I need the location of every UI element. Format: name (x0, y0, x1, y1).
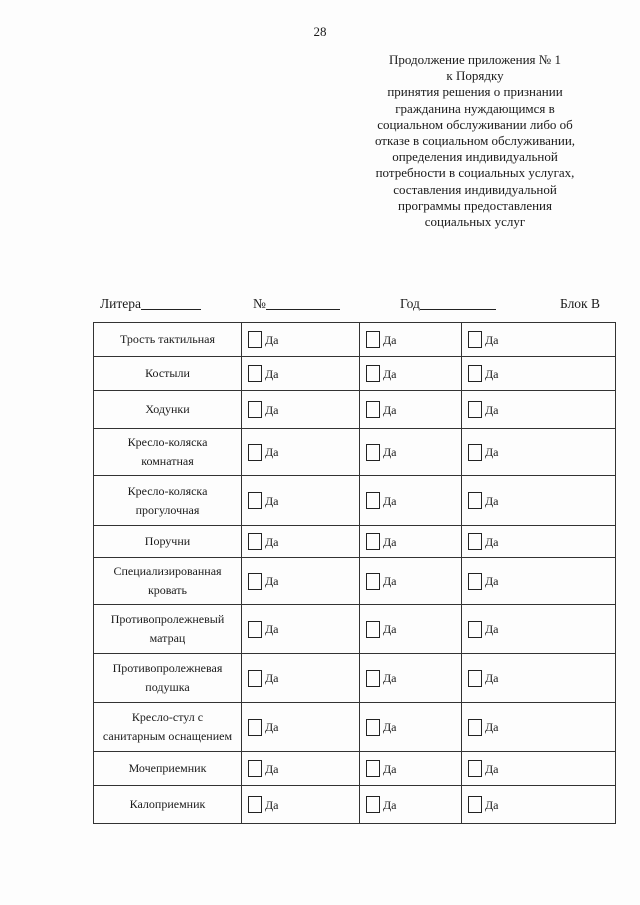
checkbox[interactable] (366, 444, 380, 461)
row-label-line: Костыли (145, 366, 190, 380)
option-cell (360, 654, 462, 703)
option-label: Да (265, 493, 279, 508)
table-row (94, 323, 616, 357)
table-row (94, 429, 616, 476)
option-cell (360, 323, 462, 357)
option-cell (242, 752, 360, 786)
checkbox[interactable] (468, 533, 482, 550)
appendix-reference (345, 52, 605, 230)
checkbox[interactable] (248, 621, 262, 638)
option-cell (360, 526, 462, 558)
option-label: Да (265, 402, 279, 417)
year-fill-line[interactable] (420, 296, 496, 310)
appendix-line: принятия решения о признании (387, 84, 563, 100)
row-label (94, 391, 242, 429)
row-label-line: Специализированная (113, 564, 222, 578)
option-label: Да (265, 573, 279, 588)
option-label: Да (383, 797, 397, 812)
number-fill-line[interactable] (266, 296, 340, 310)
row-label (94, 323, 242, 357)
appendix-line: отказе в социальном обслуживании, (374, 133, 576, 149)
option-cell (360, 703, 462, 752)
option-label: Да (485, 493, 499, 508)
option-label: Да (383, 444, 397, 459)
option-label: Да (265, 621, 279, 636)
option-label: Да (383, 719, 397, 734)
number-label: № (253, 296, 266, 311)
checkbox[interactable] (468, 365, 482, 382)
option-cell (462, 654, 616, 703)
option-label: Да (485, 761, 499, 776)
row-label (94, 476, 242, 526)
option-label: Да (383, 761, 397, 776)
checkbox[interactable] (248, 444, 262, 461)
row-label (94, 357, 242, 391)
option-cell (462, 605, 616, 654)
option-cell (360, 786, 462, 824)
row-label-line: Поручни (144, 534, 191, 548)
option-label: Да (265, 761, 279, 776)
row-label-line: Кресло-коляска (127, 483, 208, 498)
block-label: Блок В (560, 296, 600, 311)
option-cell (242, 357, 360, 391)
checkbox[interactable] (366, 492, 380, 509)
row-label (94, 526, 242, 558)
number-field (253, 296, 266, 312)
checkbox[interactable] (468, 401, 482, 418)
option-cell (242, 526, 360, 558)
checkbox[interactable] (366, 573, 380, 590)
table-row (94, 703, 616, 752)
row-label-line: Кресло-стул с (131, 710, 204, 724)
option-cell (360, 391, 462, 429)
option-cell (462, 703, 616, 752)
appendix-line: гражданина нуждающимся в (395, 100, 555, 116)
option-label: Да (383, 670, 397, 685)
option-label: Да (485, 573, 499, 588)
option-cell (462, 391, 616, 429)
appendix-line: определения индивидуальной (392, 149, 558, 165)
option-cell (462, 429, 616, 476)
appendix-line: социальных услуг (424, 214, 526, 230)
table-row (94, 391, 616, 429)
row-label (94, 558, 242, 605)
option-cell (462, 752, 616, 786)
option-label: Да (383, 573, 397, 588)
option-label: Да (485, 670, 499, 685)
option-label: Да (383, 366, 397, 381)
checkbox[interactable] (468, 573, 482, 590)
checkbox[interactable] (468, 719, 482, 736)
checkbox[interactable] (248, 670, 262, 687)
appendix-line: потребности в социальных услугах, (375, 165, 575, 181)
option-cell (242, 654, 360, 703)
appendix-line: к Порядку (446, 68, 504, 84)
row-label-line: Мочеприемник (128, 761, 207, 775)
litera-field (100, 296, 141, 312)
checkbox[interactable] (366, 760, 380, 777)
option-cell (462, 558, 616, 605)
option-label: Да (383, 493, 397, 508)
row-label (94, 605, 242, 654)
option-cell (360, 605, 462, 654)
table-row (94, 357, 616, 391)
litera-label: Литера (100, 296, 142, 311)
row-label-line: комнатная (141, 454, 194, 468)
row-label (94, 703, 242, 752)
option-label: Да (485, 719, 499, 734)
option-cell (242, 323, 360, 357)
row-label-line: подушка (145, 680, 190, 694)
option-cell (360, 752, 462, 786)
checkbox[interactable] (366, 533, 380, 550)
row-label-line: Калоприемник (129, 797, 206, 811)
checkbox[interactable] (248, 573, 262, 590)
option-cell (242, 786, 360, 824)
row-label (94, 786, 242, 824)
checkbox[interactable] (468, 444, 482, 461)
row-label-line: санитарным оснащением (102, 729, 233, 743)
option-label: Да (265, 719, 279, 734)
row-label (94, 752, 242, 786)
option-label: Да (485, 534, 499, 549)
option-cell (360, 476, 462, 526)
checkbox[interactable] (366, 670, 380, 687)
row-label-line: Ходунки (145, 402, 190, 416)
option-label: Да (485, 332, 499, 347)
option-cell (462, 476, 616, 526)
page-number: 28 (313, 24, 327, 39)
option-cell (242, 391, 360, 429)
option-label: Да (265, 670, 279, 685)
option-cell (242, 605, 360, 654)
checkbox[interactable] (468, 492, 482, 509)
option-label: Да (265, 797, 279, 812)
row-label-line: Противопролежневый (110, 612, 225, 626)
row-label-line: Кресло-коляска (127, 435, 208, 449)
checkbox[interactable] (366, 621, 380, 638)
table-row (94, 476, 616, 526)
table-row (94, 558, 616, 605)
option-label: Да (265, 366, 279, 381)
checkbox[interactable] (366, 796, 380, 813)
checkbox[interactable] (248, 401, 262, 418)
table-row (94, 752, 616, 786)
option-cell (462, 786, 616, 824)
checkbox[interactable] (248, 796, 262, 813)
option-cell (360, 429, 462, 476)
appendix-line: Продолжение приложения № 1 (389, 52, 561, 67)
option-cell (242, 429, 360, 476)
option-label: Да (383, 402, 397, 417)
option-cell (242, 476, 360, 526)
option-label: Да (383, 621, 397, 636)
checkbox[interactable] (366, 365, 380, 382)
checkbox[interactable] (248, 533, 262, 550)
checkbox[interactable] (366, 331, 380, 348)
table-row (94, 786, 616, 824)
option-cell (360, 357, 462, 391)
table-row (94, 526, 616, 558)
row-label-line: Противопролежневая (112, 661, 223, 675)
checkbox[interactable] (468, 331, 482, 348)
option-label: Да (383, 332, 397, 347)
row-label-line: кровать (147, 583, 188, 597)
option-cell (242, 558, 360, 605)
table-row (94, 605, 616, 654)
row-label (94, 429, 242, 476)
checkbox[interactable] (248, 331, 262, 348)
row-label-line: прогулочная (135, 502, 200, 517)
checkbox[interactable] (468, 760, 482, 777)
option-label: Да (485, 797, 499, 812)
form-header (100, 296, 612, 316)
option-cell (242, 703, 360, 752)
litera-fill-line[interactable] (141, 296, 201, 310)
option-label: Да (265, 444, 279, 459)
row-label-line: Трость тактильная (120, 332, 215, 346)
option-label: Да (485, 621, 499, 636)
option-label: Да (485, 402, 499, 417)
option-label: Да (265, 534, 279, 549)
option-cell (462, 357, 616, 391)
row-label (94, 654, 242, 703)
option-label: Да (485, 444, 499, 459)
checkbox[interactable] (468, 621, 482, 638)
year-field (400, 296, 420, 312)
checkbox[interactable] (468, 670, 482, 687)
equipment-table (93, 322, 616, 824)
checkbox[interactable] (248, 719, 262, 736)
checkbox[interactable] (468, 796, 482, 813)
appendix-line: программы предоставления (398, 197, 552, 213)
appendix-line: составления индивидуальной (393, 181, 557, 197)
table-row (94, 654, 616, 703)
option-cell (462, 323, 616, 357)
option-label: Да (383, 534, 397, 549)
checkbox[interactable] (248, 365, 262, 382)
checkbox[interactable] (366, 401, 380, 418)
year-label: Год (400, 296, 420, 311)
row-label-line: матрац (149, 631, 186, 645)
option-cell (360, 558, 462, 605)
checkbox[interactable] (366, 719, 380, 736)
checkbox[interactable] (248, 492, 262, 509)
option-cell (462, 526, 616, 558)
appendix-line: социальном обслуживании либо об (377, 116, 573, 132)
option-label: Да (265, 332, 279, 347)
option-label: Да (485, 366, 499, 381)
checkbox[interactable] (248, 760, 262, 777)
